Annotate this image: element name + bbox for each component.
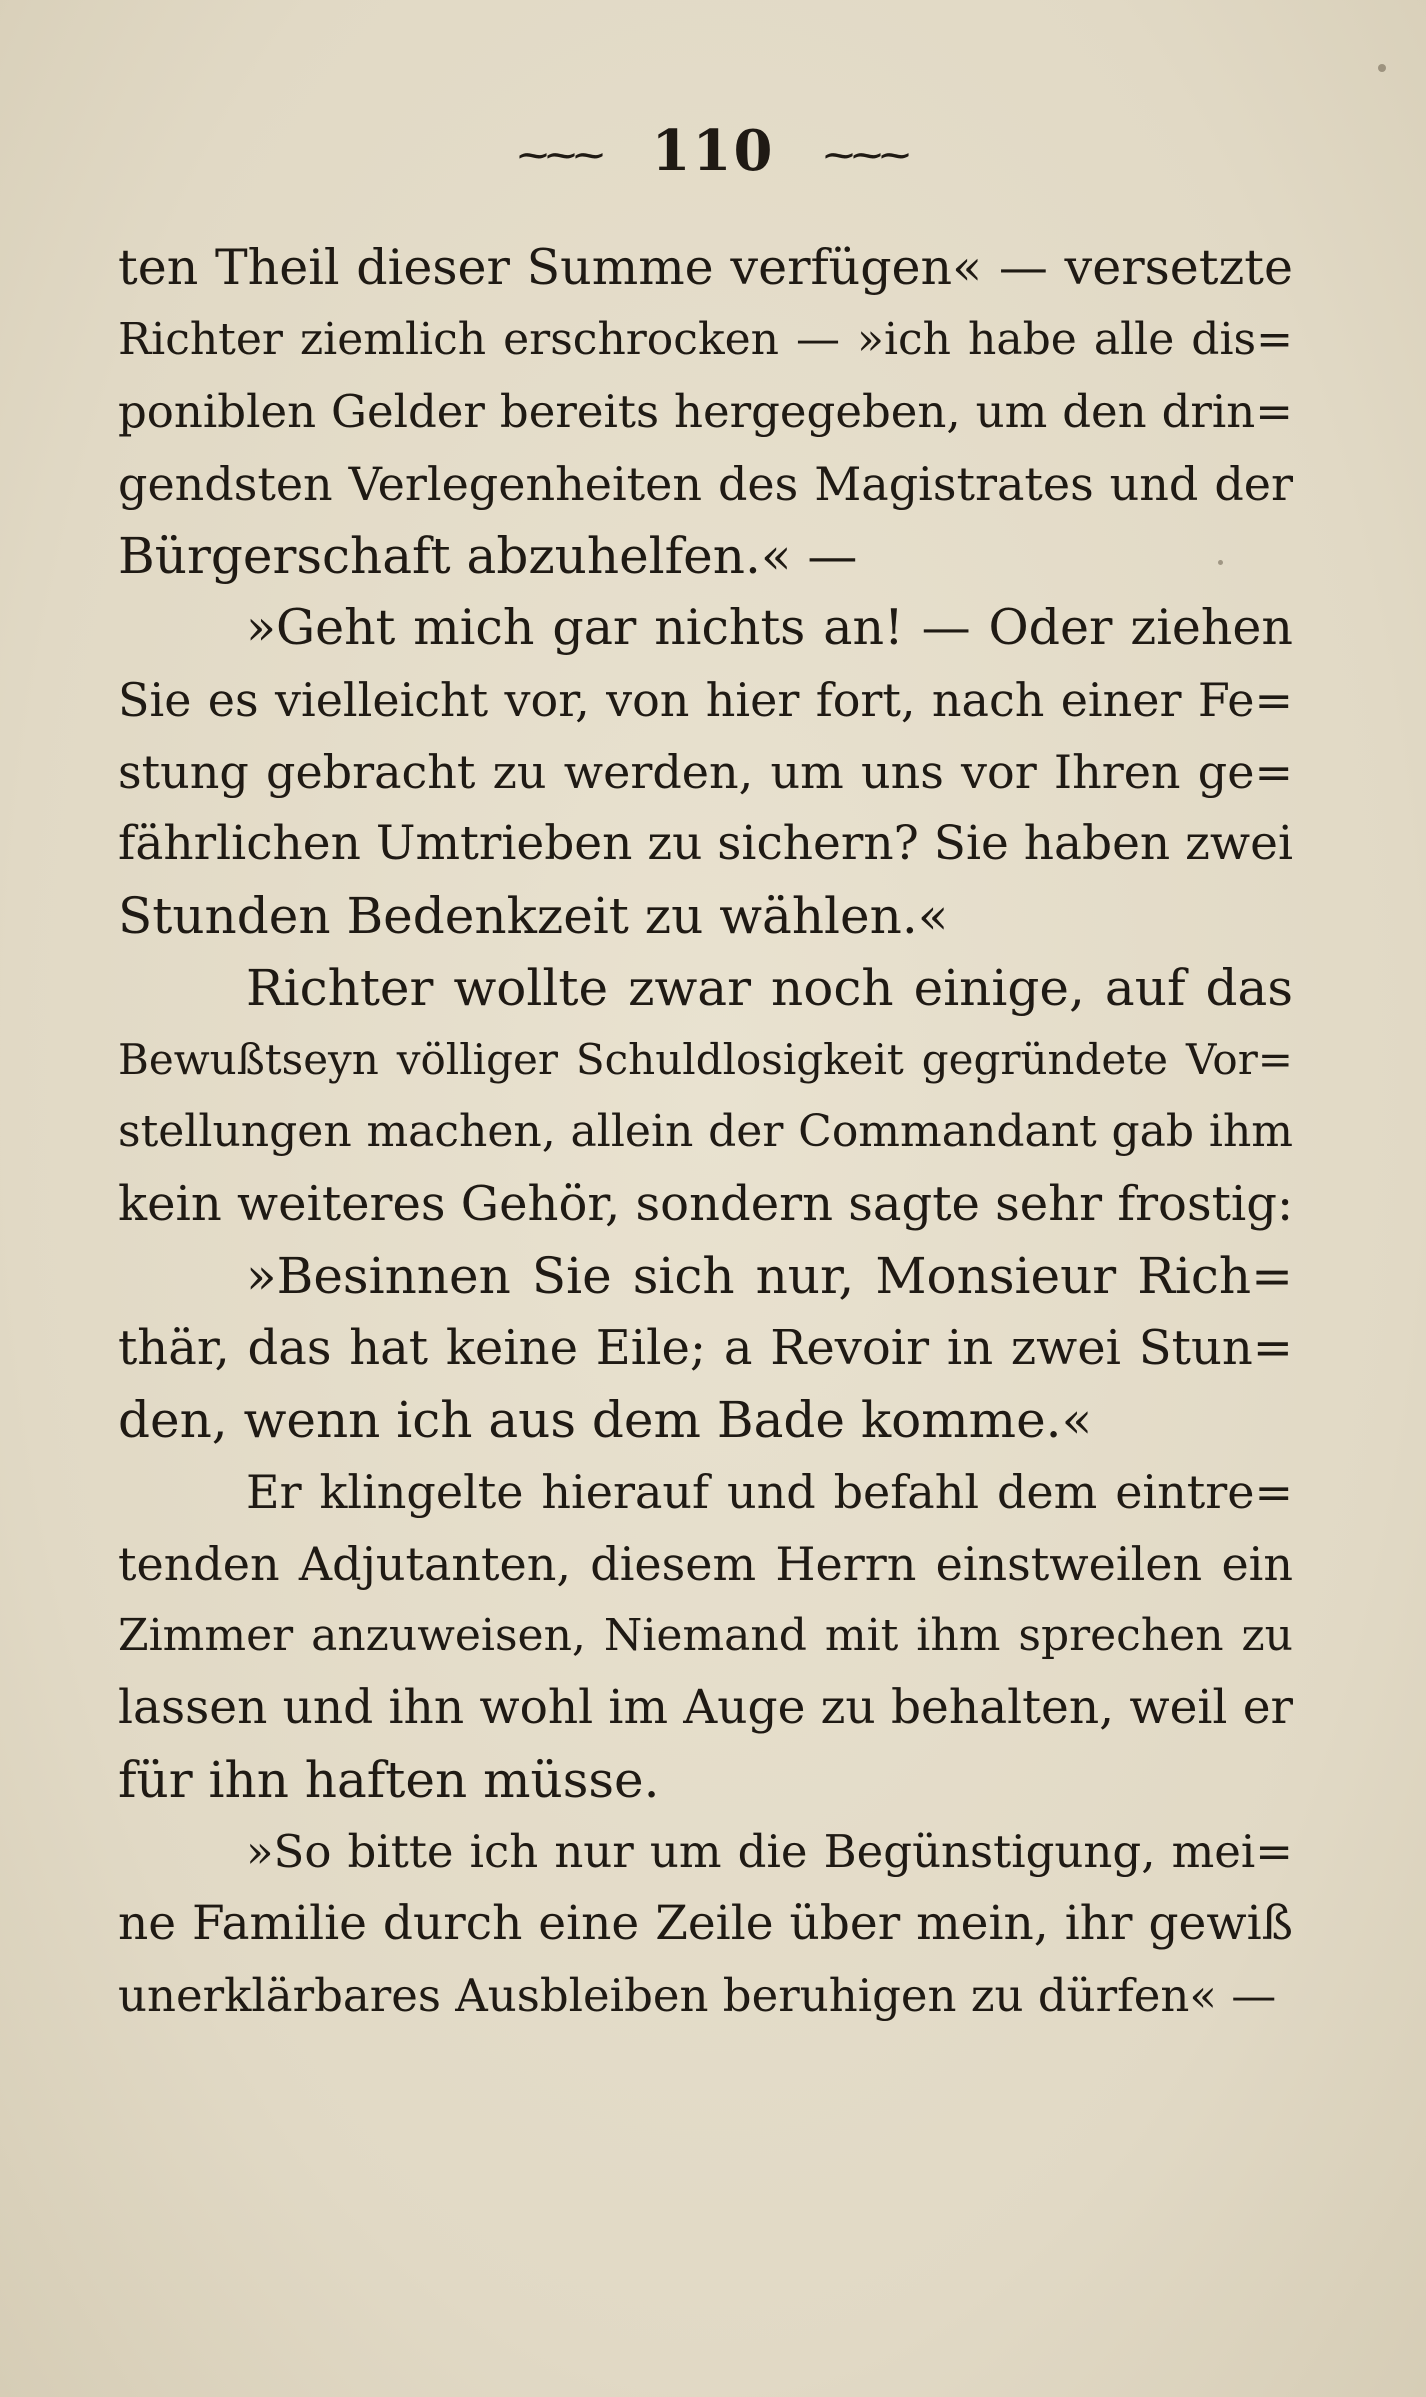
text-line: tenden Adjutanten, diesem Herrn einstweilen ein — [118, 1537, 1293, 1591]
text-line: »Geht mich gar nichts an! — Oder ziehen — [246, 599, 1293, 656]
text-line: gendsten Verlegenheiten des Magistrates und der — [118, 457, 1293, 511]
text-line: Bürgerschaft abzuhelfen.« — — [118, 527, 858, 585]
text-line: stung gebracht zu werden, um uns vor Ihren ge= — [118, 745, 1293, 799]
text-line: »Besinnen Sie sich nur, Monsieur Rich= — [246, 1247, 1293, 1305]
text-line: lassen und ihn wohl im Auge zu behalten, weil er — [118, 1680, 1293, 1735]
text-line: Richter ziemlich erschrocken — »ich habe alle dis= — [118, 314, 1293, 365]
text-line: fährlichen Umtrieben zu sichern? Sie haben zwei — [118, 816, 1293, 871]
text-line: Bewußtseyn völliger Schuldlosigkeit gegründete Vor= — [118, 1035, 1293, 1084]
text-line: unerklärbares Ausbleiben beruhigen zu dürfen« — — [118, 1969, 1277, 2022]
paper-speck — [1378, 64, 1386, 72]
text-line: kein weiteres Gehör, sondern sagte sehr frostig: — [118, 1176, 1293, 1232]
page-number: 110 — [651, 118, 775, 184]
text-line: »So bitte ich nur um die Begünstigung, mei= — [246, 1825, 1293, 1878]
page-header — [0, 118, 1426, 184]
text-line: poniblen Gelder bereits hergegeben, um den drin= — [118, 385, 1293, 438]
text-line: stellungen machen, allein der Commandant gab ihm — [118, 1106, 1293, 1157]
text-line: Richter wollte zwar noch einige, auf das — [246, 959, 1293, 1017]
text-line: Stunden Bedenkzeit zu wählen.« — [118, 887, 949, 945]
text-line: ten Theil dieser Summe verfügen« — versetzte — [118, 239, 1293, 296]
ornament-left: ⁓⁓⁓ — [518, 137, 603, 173]
text-line: den, wenn ich aus dem Bade komme.« — [118, 1391, 1093, 1449]
text-line: für ihn haften müsse. — [118, 1751, 660, 1809]
body-text — [118, 232, 1293, 2032]
text-line: Er klingelte hierauf und befahl dem eintre= — [246, 1465, 1293, 1519]
ornament-right: ⁓⁓⁓ — [823, 137, 908, 173]
text-line: ne Familie durch eine Zeile über mein, ihr gewiß — [118, 1896, 1293, 1951]
text-line: Sie es vielleicht vor, von hier fort, nach einer Fe= — [118, 673, 1293, 727]
text-line: Zimmer anzuweisen, Niemand mit ihm sprechen zu — [118, 1610, 1293, 1661]
text-line: thär, das hat keine Eile; a Revoir in zwei Stun= — [118, 1320, 1293, 1376]
